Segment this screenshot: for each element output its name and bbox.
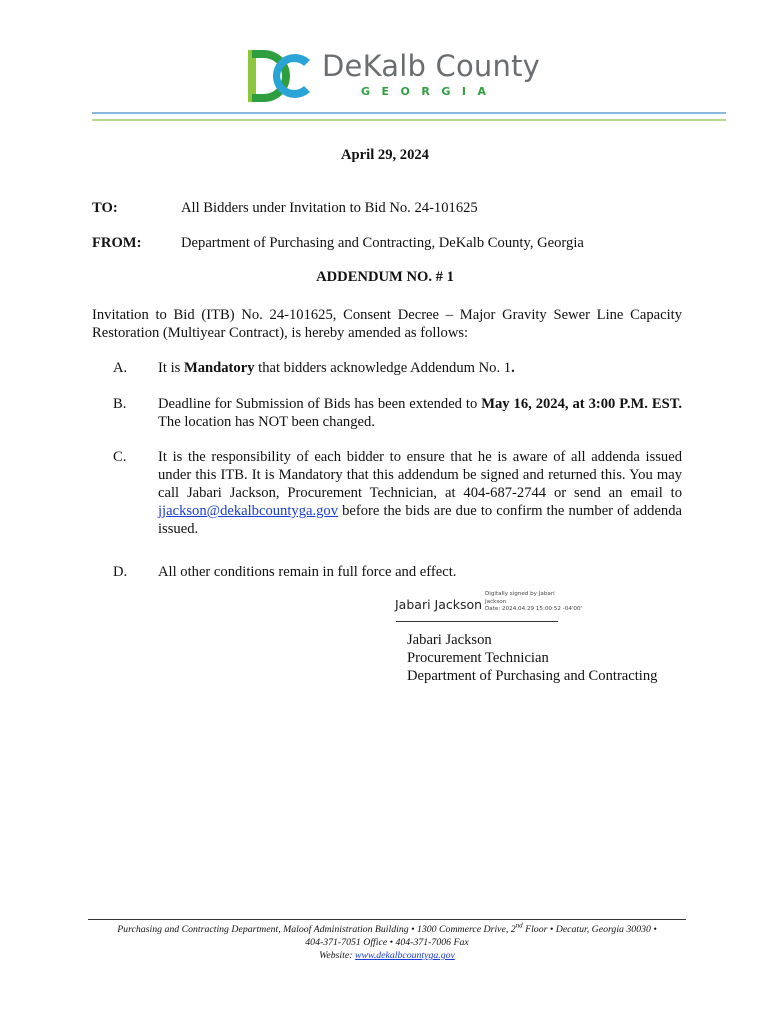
item-b-text <box>158 395 682 431</box>
logo-wordmark: DeKalb County <box>322 49 541 83</box>
item-b-letter: B. <box>113 396 127 412</box>
memo-date: April 29, 2024 <box>341 147 429 163</box>
intro-paragraph: Invitation to Bid (ITB) No. 24-101625, Consent Decree – Major Gravity Sewer Line Capacity Restoration (Multiyear Contract), is hereby amended as follows: <box>92 307 682 341</box>
dekalb-logo-mark <box>248 50 314 102</box>
item-a-pre: It is <box>158 360 184 376</box>
item-a-post: that bidders acknowledge Addendum No. 1 <box>254 360 512 376</box>
from-label: FROM: <box>92 235 142 251</box>
footer-address-pre: Purchasing and Contracting Department, Maloof Administration Building • 1300 Commerce Drive, 2 <box>117 924 516 935</box>
item-c-post: before the bids are due to confirm the number of addenda issued. <box>158 503 682 537</box>
sig-meta-line2: Jackson <box>485 598 507 605</box>
dc-logo-icon <box>248 50 314 102</box>
footer-website-label: Website: <box>319 950 355 961</box>
footer-phone: 404-371-7051 Office • 404-371-7006 Fax <box>305 937 469 948</box>
signer-department: Department of Purchasing and Contracting <box>407 668 658 684</box>
item-a-end: . <box>511 360 515 376</box>
footer-address-post: Floor • Decatur, Georgia 30030 • <box>522 924 657 935</box>
sig-meta-line1: Digitally signed by Jabari <box>485 591 555 597</box>
website-link[interactable]: www.dekalbcountyga.gov <box>354 950 455 961</box>
footer-address <box>88 923 686 936</box>
item-b-deadline: May 16, 2024, at 3:00 P.M. EST. <box>481 396 682 412</box>
footer-sup: nd <box>515 921 523 930</box>
to-label: TO: <box>92 200 118 216</box>
email-link[interactable]: jjackson@dekalbcountyga.gov <box>158 503 339 519</box>
item-a-text <box>158 359 682 377</box>
item-c-letter: C. <box>113 449 127 465</box>
digital-signature-meta <box>485 591 582 614</box>
footer-website <box>88 949 686 962</box>
digital-signature-name[interactable]: Jabari Jackson <box>395 597 483 612</box>
item-a-letter: A. <box>113 360 128 376</box>
signature-line <box>396 621 558 622</box>
to-value: All Bidders under Invitation to Bid No. 24-101625 <box>181 200 478 216</box>
item-c-pre: It is the responsibility of each bidder to ensure that he is aware of all addenda issued under this ITB. It is Mandatory that this addendum be signed and returned this. You may call Jabari Jackson, Procurement Technician, at 404-687-2744 or send an email to <box>158 449 682 501</box>
footer-rule <box>88 919 686 920</box>
item-a-mandatory: Mandatory <box>183 360 255 376</box>
signer-title: Procurement Technician <box>407 650 549 666</box>
item-b-post: The location has NOT been changed. <box>158 414 375 430</box>
item-c-text <box>158 448 682 538</box>
sig-meta-line3: Date: 2024.04.29 15:00:52 -04'00' <box>485 606 583 612</box>
item-d-text: All other conditions remain in full force and effect. <box>158 564 457 580</box>
from-value: Department of Purchasing and Contracting, DeKalb County, Georgia <box>181 235 584 251</box>
logo-state: GEORGIA <box>361 85 498 98</box>
addendum-title: ADDENDUM NO. # 1 <box>316 269 454 285</box>
header-rule-blue <box>92 112 726 114</box>
item-d-letter: D. <box>113 564 128 580</box>
signer-name: Jabari Jackson <box>407 632 492 648</box>
header-rule-green <box>92 119 726 121</box>
item-b-pre: Deadline for Submission of Bids has been extended to <box>158 396 482 412</box>
